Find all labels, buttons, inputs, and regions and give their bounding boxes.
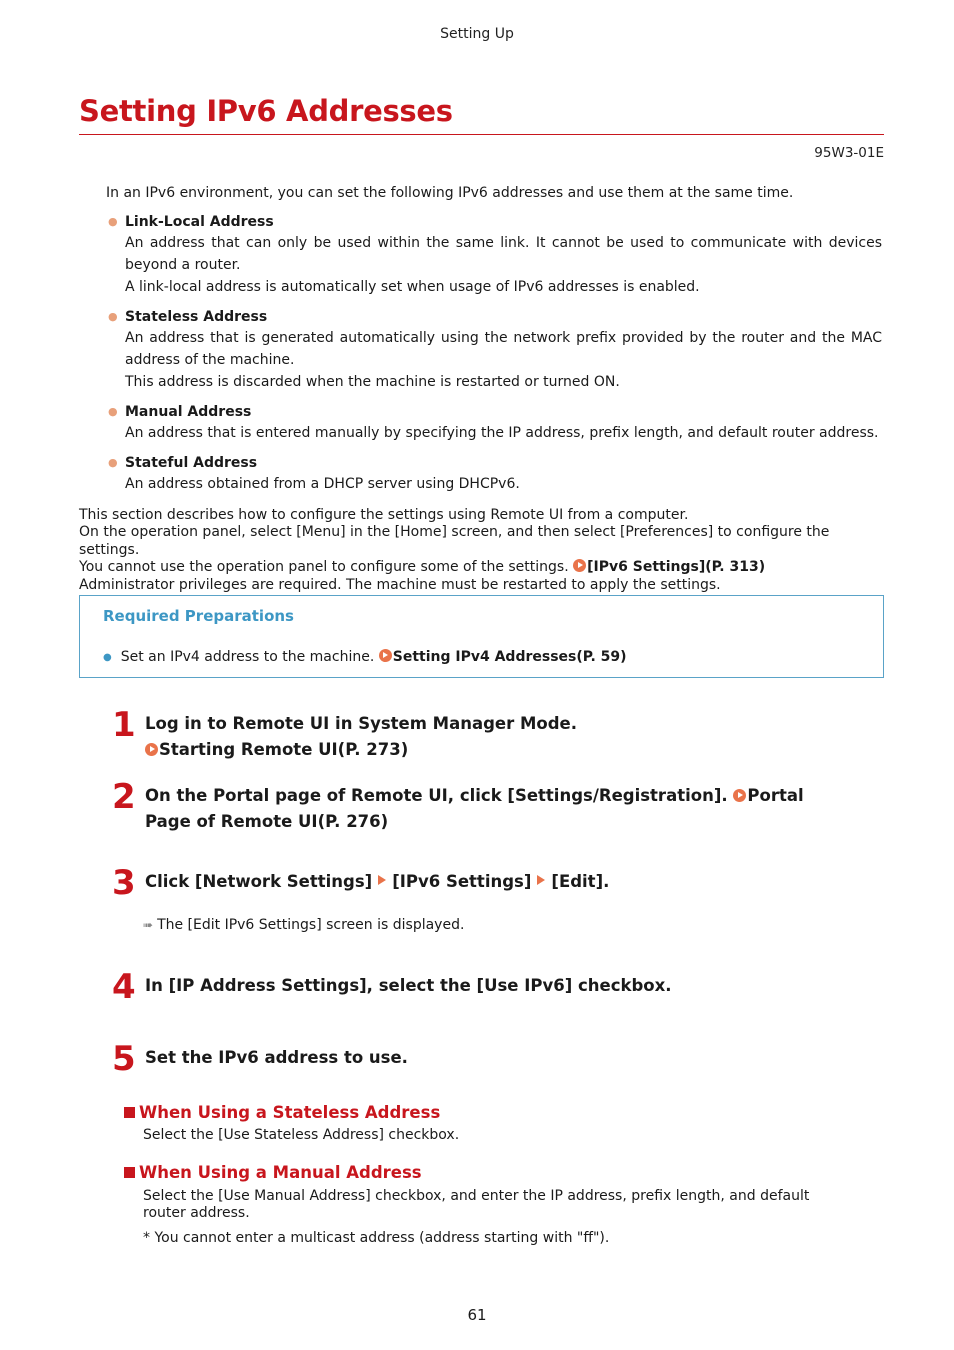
list-item-stateful [106,453,882,495]
preparations-title: Required Preparations [103,607,294,625]
list-item-title: Link-Local Address [125,214,274,230]
portal-page-link[interactable]: Portal Page of Remote UI(P. 276) [145,786,804,831]
subsection-text: Select the [Use Manual Address] checkbox, and enter the IP address, prefix length, and default router address. [143,1188,810,1221]
list-item-description: An address that is generated automatically using the network prefix provided by the router and the MAC address of the machine. [125,330,882,368]
page-number: 61 [467,1306,487,1324]
list-item-title: Manual Address [125,404,252,420]
list-item-description: A link-local address is automatically set when usage of IPv6 addresses is enabled. [125,279,700,295]
title-divider [79,134,884,135]
menu-separator-icon [378,875,386,885]
address-type-list [106,212,882,504]
link-arrow-icon [733,789,746,802]
bullet-icon: ● [108,456,118,469]
list-item-manual [106,402,882,444]
subsection-title-stateless: When Using a Stateless Address [124,1103,440,1122]
description-text: You cannot use the operation panel to configure some of the settings. [79,559,569,576]
bullet-icon: ● [108,215,118,228]
menu-separator-icon [537,875,545,885]
subsection-text: Select the [Use Stateless Address] checkbox. [143,1127,460,1143]
document-code: 95W3-01E [814,145,884,161]
step-number: 2 [112,777,136,817]
step-text: On the Portal page of Remote UI, click [Settings/Registration]. Portal Page of Remote UI(P. 276) [145,786,804,831]
list-item-link-local [106,212,882,298]
description-line: This section describes how to configure the settings using Remote UI from a computer. [79,507,689,523]
preparation-item: ● Set an IPv4 address to the machine. Setting IPv4 Addresses(P. 59) [103,649,627,665]
step-text: Set the IPv6 address to use. [145,1048,408,1067]
list-item-title: Stateful Address [125,455,258,471]
step-number: 5 [112,1039,136,1079]
step-text: Click [Network Settings] [IPv6 Settings] [Edit]. [145,872,610,891]
square-marker-icon [124,1167,135,1178]
step-text: Log in to Remote UI in System Manager Mode. Starting Remote UI(P. 273) [145,714,578,759]
square-marker-icon [124,1107,135,1118]
link-arrow-icon [379,649,392,662]
step-result: ➠ The [Edit IPv6 Settings] screen is displayed. [143,917,465,933]
list-item-description: An address that can only be used within the same link. It cannot be used to communicate with devices beyond a router. [125,235,882,273]
list-item-stateless [106,307,882,393]
ipv6-settings-link[interactable]: [IPv6 Settings](P. 313) [573,559,765,575]
section-description [79,507,879,594]
bullet-icon: ● [108,405,118,418]
list-item-title: Stateless Address [125,309,268,325]
page-title: Setting IPv6 Addresses [79,94,453,128]
intro-text: In an IPv6 environment, you can set the following IPv6 addresses and use them at the same time. [106,185,794,201]
description-line [79,559,879,576]
list-item-description: An address obtained from a DHCP server using DHCPv6. [125,476,520,492]
list-item-description: An address that is entered manually by specifying the IP address, prefix length, and default router address. [125,425,879,441]
starting-remote-ui-link[interactable]: Starting Remote UI(P. 273) [145,740,408,759]
bullet-icon: ● [103,652,112,663]
step-text: In [IP Address Settings], select the [Use IPv6] checkbox. [145,976,672,995]
step-number: 1 [112,705,136,745]
description-line: Administrator privileges are required. The machine must be restarted to apply the settings. [79,576,721,593]
link-arrow-icon [145,743,158,756]
list-item-description: This address is discarded when the machine is restarted or turned ON. [125,374,620,390]
description-line: On the operation panel, select [Menu] in the [Home] screen, and then select [Preferences] to configure the settings. [79,524,830,558]
subsection-note: * You cannot enter a multicast address (address starting with "ff"). [143,1230,610,1246]
step-number: 4 [112,967,136,1007]
setting-ipv4-link[interactable]: Setting IPv4 Addresses(P. 59) [379,649,627,665]
bullet-icon: ● [108,310,118,323]
result-arrow-icon: ➠ [143,918,154,932]
step-number: 3 [112,863,136,903]
running-header: Setting Up [440,26,514,42]
subsection-title-manual: When Using a Manual Address [124,1163,422,1182]
required-preparations-box [79,595,884,678]
link-arrow-icon [573,559,586,572]
